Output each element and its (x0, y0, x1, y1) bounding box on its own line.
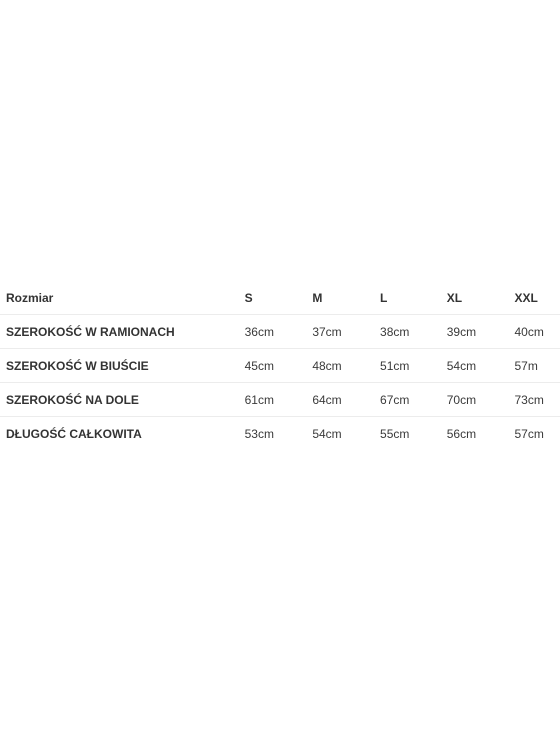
header-size-m: M (312, 290, 323, 305)
table-row (0, 349, 560, 383)
table-row (0, 315, 560, 349)
table-cell: 61cm (244, 392, 274, 407)
table-row (0, 383, 560, 417)
table-cell: 64cm (312, 392, 342, 407)
table-cell: 57cm (514, 426, 544, 441)
row-label: DŁUGOŚĆ CAŁKOWITA (6, 426, 142, 441)
header-size-xxl: XXL (514, 290, 538, 305)
header-size-s: S (244, 290, 253, 305)
table-cell: 57m (514, 358, 538, 373)
row-label: SZEROKOŚĆ W RAMIONACH (6, 324, 175, 339)
row-label: SZEROKOŚĆ NA DOLE (6, 392, 139, 407)
table-cell: 53cm (244, 426, 274, 441)
table-cell: 54cm (446, 358, 477, 373)
table-cell: 40cm (514, 324, 544, 339)
table-cell: 67cm (380, 392, 410, 407)
table-row (0, 417, 560, 451)
header-size-xl: XL (446, 290, 463, 305)
table-cell: 38cm (380, 324, 410, 339)
header-size-l: L (380, 290, 388, 305)
table-cell: 36cm (244, 324, 274, 339)
table-cell: 70cm (446, 392, 477, 407)
table-cell: 37cm (312, 324, 342, 339)
header-row (0, 281, 560, 315)
table-cell: 51cm (380, 358, 410, 373)
table-cell: 39cm (446, 324, 477, 339)
table-cell: 55cm (380, 426, 410, 441)
size-chart-header (0, 281, 560, 315)
size-chart-body (0, 315, 560, 451)
size-chart-table (0, 281, 560, 450)
header-label: Rozmiar (6, 290, 54, 305)
table-cell: 73cm (514, 392, 544, 407)
row-label: SZEROKOŚĆ W BIUŚCIE (6, 358, 149, 373)
table-cell: 45cm (244, 358, 274, 373)
table-cell: 48cm (312, 358, 342, 373)
table-cell: 56cm (446, 426, 477, 441)
table-cell: 54cm (312, 426, 342, 441)
